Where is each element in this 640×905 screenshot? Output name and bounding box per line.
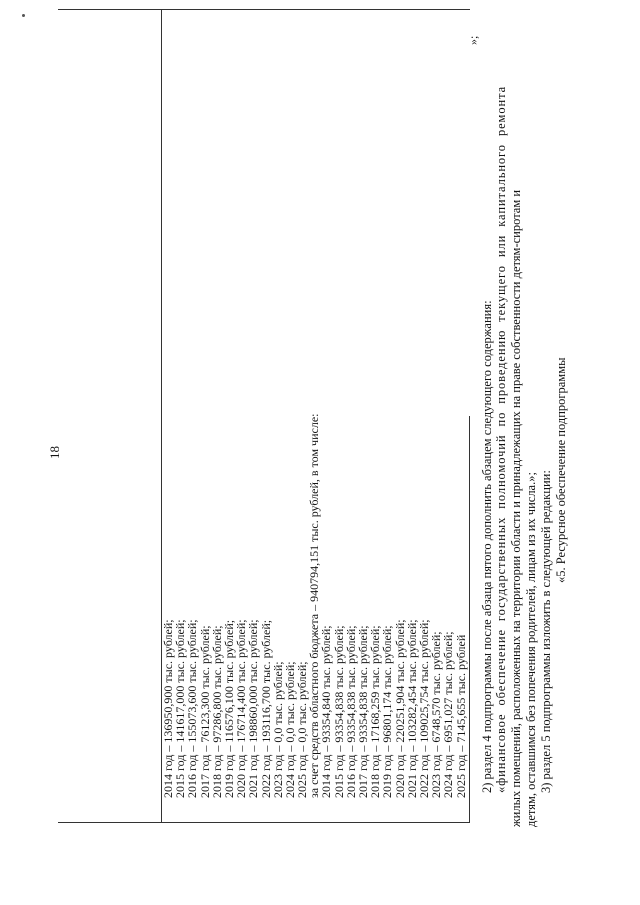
table-line: 2015 год – 141617,000 тыс. рублей; bbox=[173, 619, 188, 798]
table-line: 2022 год – 109025,754 тыс. рублей; bbox=[416, 619, 431, 798]
table-line: 2015 год – 93354,838 тыс. рублей; bbox=[331, 625, 346, 798]
table-line: 2022 год – 193116,700 тыс. рублей; bbox=[258, 619, 273, 798]
table-line: 2019 год – 96801,174 тыс. рублей; bbox=[380, 625, 395, 798]
table-line: 2020 год – 176714,400 тыс. рублей; bbox=[234, 619, 249, 798]
table-line: 2021 год – 198860,000 тыс. рублей; bbox=[246, 619, 261, 798]
table-line: 2014 год – 93354,840 тыс. рублей; bbox=[319, 625, 334, 798]
table-line: 2023 год – 6748,570 тыс. рублей; bbox=[429, 631, 444, 798]
section-heading: «5. Ресурсное обеспечение подпрограммы bbox=[554, 357, 568, 583]
table-line: 2018 год – 97286,800 тыс. рублей; bbox=[209, 625, 224, 798]
table-cell-financing bbox=[162, 198, 467, 798]
table-line: 2025 год – 7145,655 тыс. рублей bbox=[453, 634, 468, 798]
paragraph-2: 2) раздел 4 подпрограммы после абзаца пятого дополнить абзацем следующего содержания: bbox=[480, 300, 494, 793]
table-line: 2024 год – 0,0 тыс. рублей; bbox=[282, 661, 297, 798]
table-line: 2016 год – 155073,600 тыс. рублей; bbox=[185, 619, 200, 798]
paragraph-quote-line-2: жилых помещений, расположенных на территории области и принадлежащих на праве собственности детям-сиротам и bbox=[509, 189, 523, 827]
table-line: 2021 год – 103282,454 тыс. рублей; bbox=[404, 619, 419, 798]
table-line: 2016 год – 93354,838 тыс. рублей; bbox=[343, 625, 358, 798]
closing-quote: »; bbox=[466, 35, 480, 45]
page-number: 18 bbox=[47, 446, 62, 459]
financing-table bbox=[58, 9, 470, 823]
table-line: 2019 год – 116576,100 тыс. рублей; bbox=[221, 619, 236, 798]
table-bottom-border bbox=[469, 416, 470, 822]
table-line: 2024 год – 6951,027 тыс. рублей; bbox=[441, 631, 456, 798]
table-line: 2020 год – 220251,904 тыс. рублей; bbox=[392, 619, 407, 798]
table-line: 2014 год – 136950,900 тыс. рублей; bbox=[161, 619, 175, 798]
table-line: за счет средств областного бюджета – 940794,151 тыс. рублей, в том числе: bbox=[307, 413, 322, 798]
scan-dot bbox=[22, 14, 25, 17]
paragraph-quote-line-3: детям, оставшимся без попечения родителей, лицам из их числа.»; bbox=[524, 472, 538, 827]
table-line: 2017 год – 93354,838 тыс. рублей; bbox=[356, 625, 370, 798]
paragraph-3: 3) раздел 5 подпрограммы изложить в следующей редакции: bbox=[539, 470, 553, 793]
paragraph-quote-line-1 bbox=[494, 17, 509, 827]
table-line: 2025 год – 0,0 тыс. рублей; bbox=[295, 661, 310, 798]
table-line: 2017 год – 76123,300 тыс. рублей; bbox=[197, 625, 212, 798]
table-line: 2023 год – 0,0 тыс. рублей; bbox=[270, 661, 285, 798]
table-line: 2018 год – 17168,259 тыс. рублей; bbox=[368, 625, 383, 798]
quote-text: «финансовое обеспечение государственных полномочий по проведению текущего или капитального ремонта bbox=[494, 85, 508, 793]
